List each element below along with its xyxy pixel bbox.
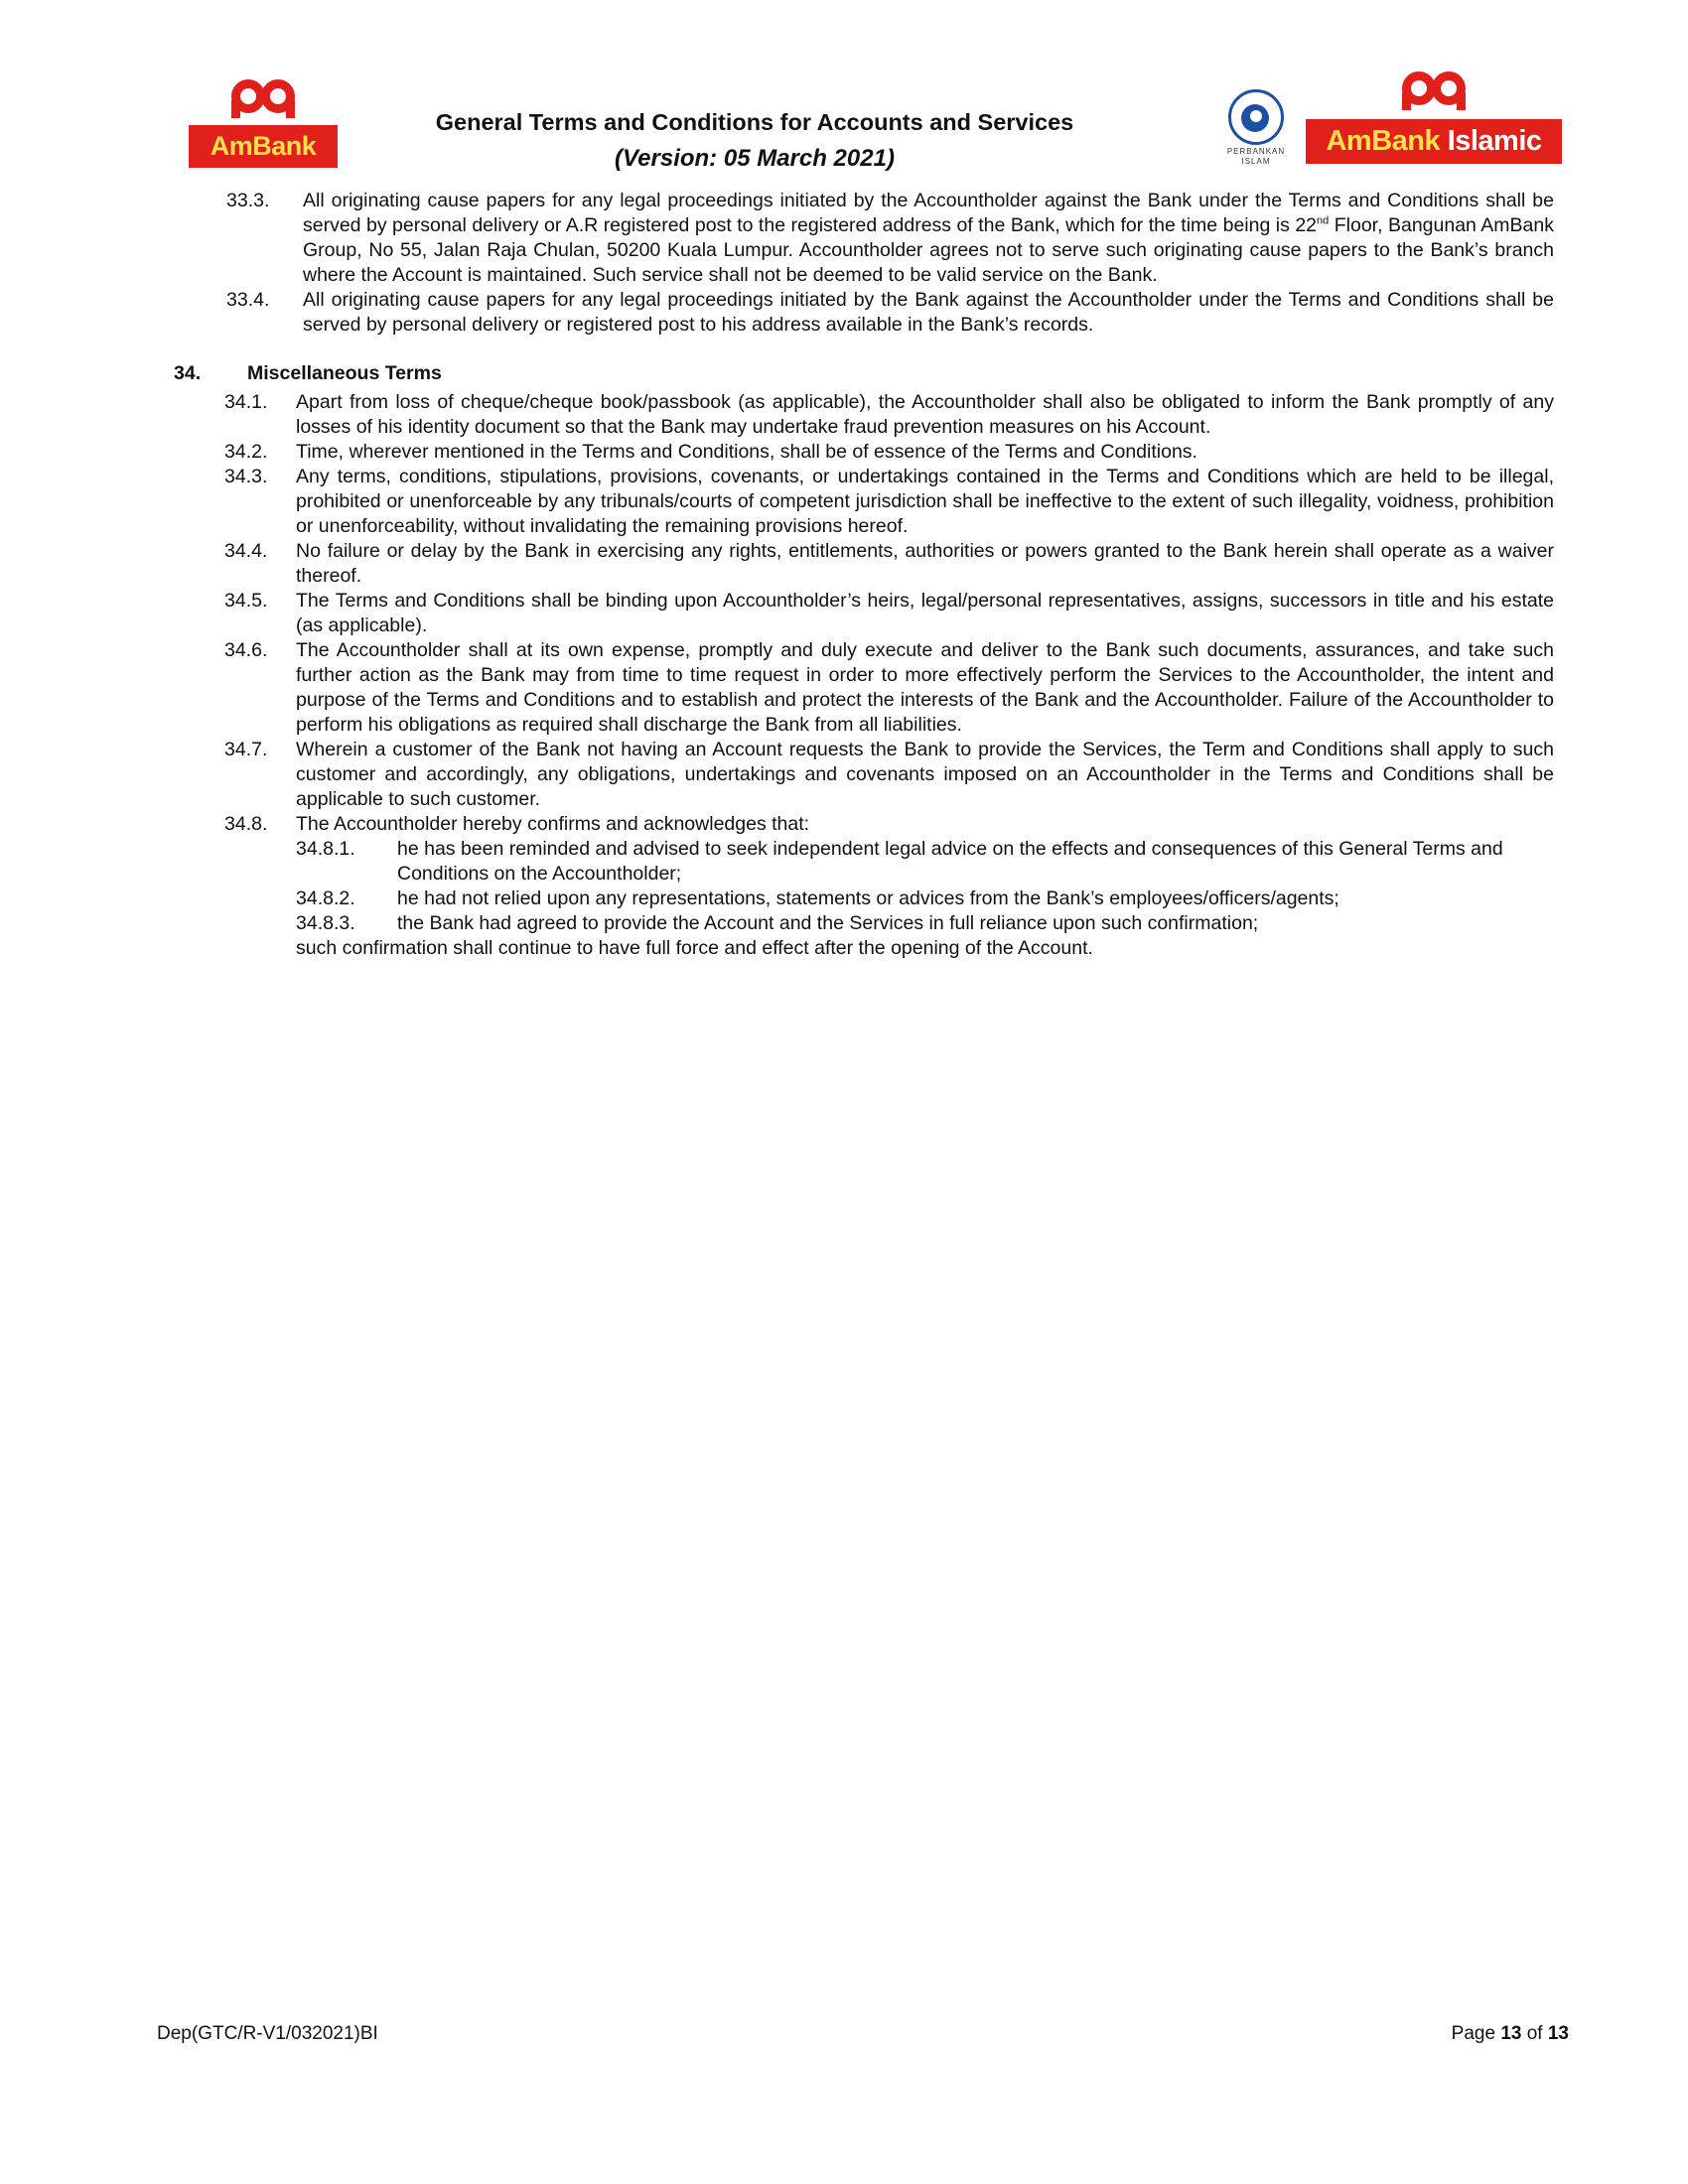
ambank-logo-mark-icon [227,79,299,123]
perbankan-islam-caption: PERBANKAN ISLAM [1226,147,1286,166]
ambank-islamic-logo [1306,71,1562,164]
document-title: General Terms and Conditions for Accounts and Services [435,109,1074,135]
logo-text-islamic: Islamic [1447,125,1542,157]
clause-34-8-2 [296,887,1554,911]
clause-34-1 [174,390,1554,440]
perbankan-islam-logo [1219,89,1293,167]
clause-number: 34.3. [224,466,268,487]
ambank-logo-text: AmBank [189,125,338,168]
ambank-islamic-logo-text [1306,119,1562,164]
section-34-heading [174,361,1554,386]
clause-34-8-3 [296,911,1554,936]
clause-text: The Accountholder hereby confirms and acknowledges that: [296,813,810,835]
clause-34-5 [174,589,1554,638]
subclause-text: he has been reminded and advised to seek independent legal advice on the effects and consequences of this General Terms and Conditions on the Accountholder; [397,838,1503,885]
subclause-number: 34.8.1. [296,838,355,860]
clause-number: 33.4. [226,289,270,311]
document-version: (Version: 05 March 2021) [615,145,895,172]
section-title: Miscellaneous Terms [247,362,442,384]
clause-number: 34.8. [224,813,268,835]
clause-text: Wherein a customer of the Bank not having an Account requests the Bank to provide the Services, the Term and Conditions shall apply to such customer and accordingly, any obligations, undertakings and covenants imposed on an Accountholder in the Terms and Conditions shall be applicable to such customer. [296,739,1554,810]
clause-34-8 [174,812,1554,837]
total-pages: 13 [1547,2023,1569,2044]
clause-text: The Accountholder shall at its own expense, promptly and duly execute and deliver to the Bank such documents, assurances, and take such further action as the Bank may from time to time request in order to more effectively perform the Services to the Accountholder, the intent and purpose of the Terms and Conditions and to establish and protect the interests of the Bank and the Accountholder. Failure of the Accountholder to perform his obligations as required shall discharge the Bank from all liabilities. [296,639,1554,736]
section-number: 34. [174,362,202,384]
terms-content [174,189,1554,961]
ambank-logo [189,79,338,168]
subclause-text: he had not relied upon any representations, statements or advices from the Bank’s employees/officers/agents; [397,887,1339,909]
clause-text: No failure or delay by the Bank in exercising any rights, entitlements, authorities or powers granted to the Bank herein shall operate as a waiver thereof. [296,540,1554,587]
clause-34-2 [174,440,1554,465]
perbankan-islam-emblem-icon [1228,89,1284,145]
clause-33-4 [174,288,1554,338]
subclause-number: 34.8.2. [296,887,355,909]
clause-34-8-1 [296,837,1554,887]
current-page: 13 [1500,2023,1522,2044]
clause-number: 34.2. [224,441,268,463]
clause-34-7 [174,738,1554,812]
subclause-number: 34.8.3. [296,912,355,934]
clause-number: 34.4. [224,540,268,562]
clause-text: Time, wherever mentioned in the Terms and Conditions, shall be of essence of the Terms and Conditions. [296,441,1197,463]
clause-text: The Terms and Conditions shall be binding upon Accountholder’s heirs, legal/personal representatives, assigns, successors in title and his estate (as applicable). [296,590,1554,636]
clause-text: All originating cause papers for any legal proceedings initiated by the Bank against the Accountholder under the Terms and Conditions shall be served by personal delivery or registered post to his address available in the Bank’s records. [303,289,1554,336]
closing-statement: such confirmation shall continue to have full force and effect after the opening of the Account. [296,937,1093,959]
clause-33-3 [174,189,1554,288]
clause-number: 34.1. [224,391,268,413]
document-code: Dep(GTC/R-V1/032021)BI [157,2023,378,2044]
clause-text: Any terms, conditions, stipulations, provisions, covenants, or undertakings contained in the Terms and Conditions which are held to be illegal, prohibited or unenforceable by any tribunals/courts of competent jurisdiction shall be ineffective to the extent of such illegality, voidness, prohibition or unenforceability, without invalidating the remaining provisions hereof. [296,466,1554,537]
clause-34-3 [174,465,1554,539]
clause-number: 34.5. [224,590,268,612]
ambank-islamic-logo-mark-icon [1398,71,1470,115]
clause-34-4 [174,539,1554,589]
clause-number: 34.6. [224,639,268,661]
ordinal-suffix: nd [1317,214,1330,227]
clause-number: 33.3. [226,190,270,211]
clause-number: 34.7. [224,739,268,760]
clause-text: Apart from loss of cheque/cheque book/passbook (as applicable), the Accountholder shall also be obligated to inform the Bank promptly of any losses of his identity document so that the Bank may undertake fraud prevention measures on his Account. [296,391,1554,438]
clause-text: All originating cause papers for any legal proceedings initiated by the Accountholder against the Bank under the Terms and Conditions shall be served by personal delivery or A.R registered post to the registered address of the Bank, which for the time being is 22nd Floor, Bangunan AmBank Group, No 55, Jalan Raja Chulan, 50200 Kuala Lumpur. Accountholder agrees not to serve such originating cause papers to the Bank’s branch where the Account is maintained. Such service shall not be deemed to be valid service on the Bank. [303,190,1554,286]
subclause-text: the Bank had agreed to provide the Account and the Services in full reliance upon such confirmation; [397,912,1259,934]
page-number: Page 13 of 13 [1451,2023,1569,2044]
clause-34-6 [174,638,1554,738]
logo-text-ambank: AmBank [1326,125,1441,157]
